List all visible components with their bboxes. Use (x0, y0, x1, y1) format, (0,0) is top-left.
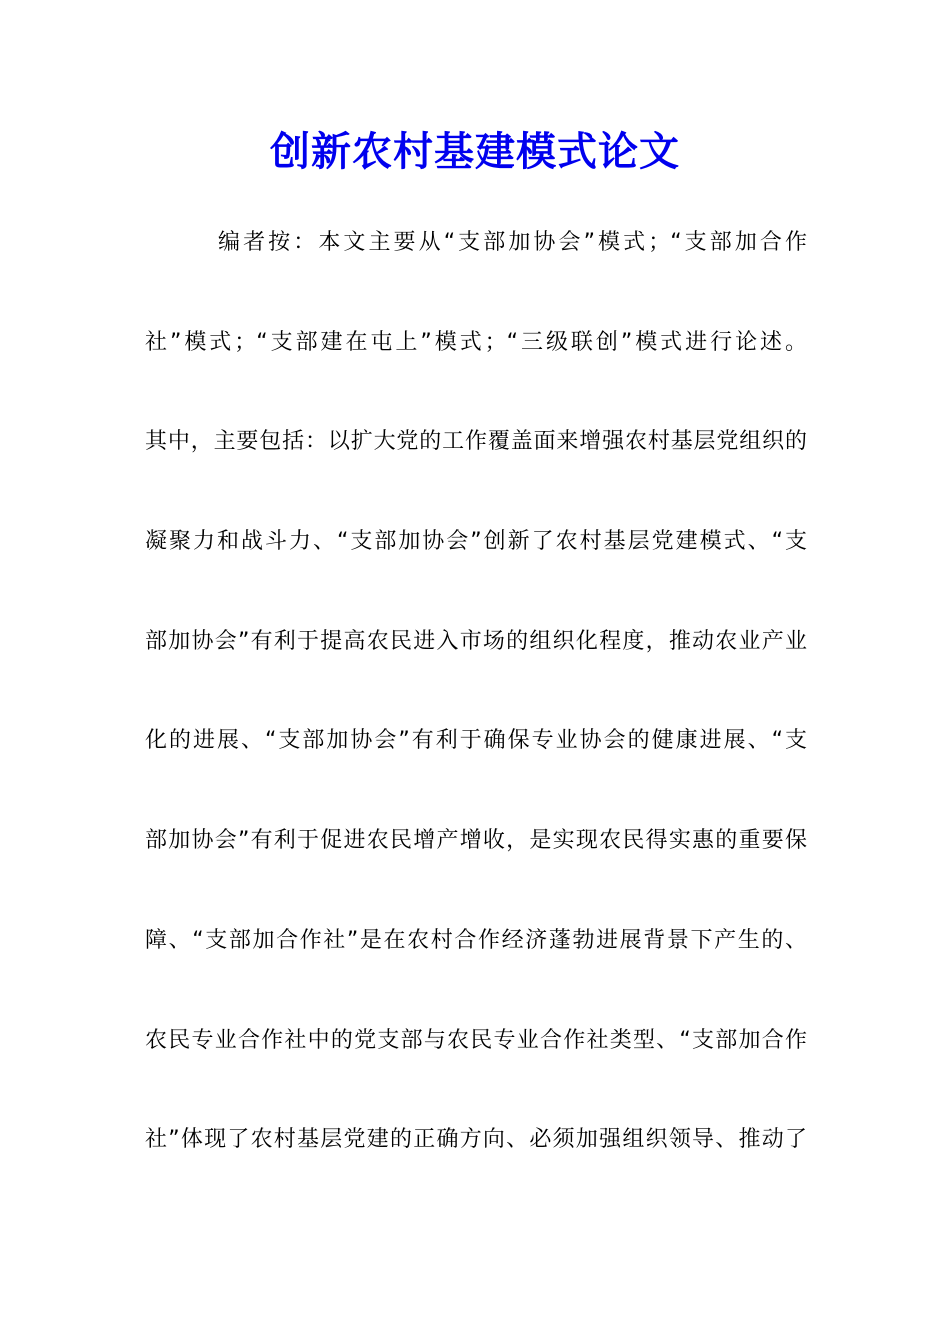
page-title: 创新农村基建模式论文 (270, 128, 680, 175)
paragraph-line-2: 社”模式；“支部建在屯上”模式；“三级联创”模式进行论述。 (145, 330, 807, 355)
paragraph-line-4: 凝聚力和战斗力、“支部加协会”创新了农村基层党建模式、“支 (145, 529, 807, 554)
paragraph-line-6: 化的进展、“支部加协会”有利于确保专业协会的健康进展、“支 (145, 728, 807, 753)
paragraph-line-1: 编者按：本文主要从“支部加协会”模式；“支部加合作 (218, 230, 807, 255)
paragraph-line-3: 其中，主要包括：以扩大党的工作覆盖面来增强农村基层党组织的 (145, 429, 807, 454)
paragraph-line-5: 部加协会”有利于提高农民进入市场的组织化程度，推动农业产业 (145, 629, 807, 654)
paragraph-line-9: 农民专业合作社中的党支部与农民专业合作社类型、“支部加合作 (145, 1028, 807, 1053)
paragraph-line-7: 部加协会”有利于促进农民增产增收，是实现农民得实惠的重要保 (145, 828, 807, 853)
paragraph-line-10: 社”体现了农村基层党建的正确方向、必须加强组织领导、推动了 (145, 1127, 807, 1152)
paragraph-line-8: 障、“支部加合作社”是在农村合作经济蓬勃进展背景下产生的、 (145, 928, 807, 953)
